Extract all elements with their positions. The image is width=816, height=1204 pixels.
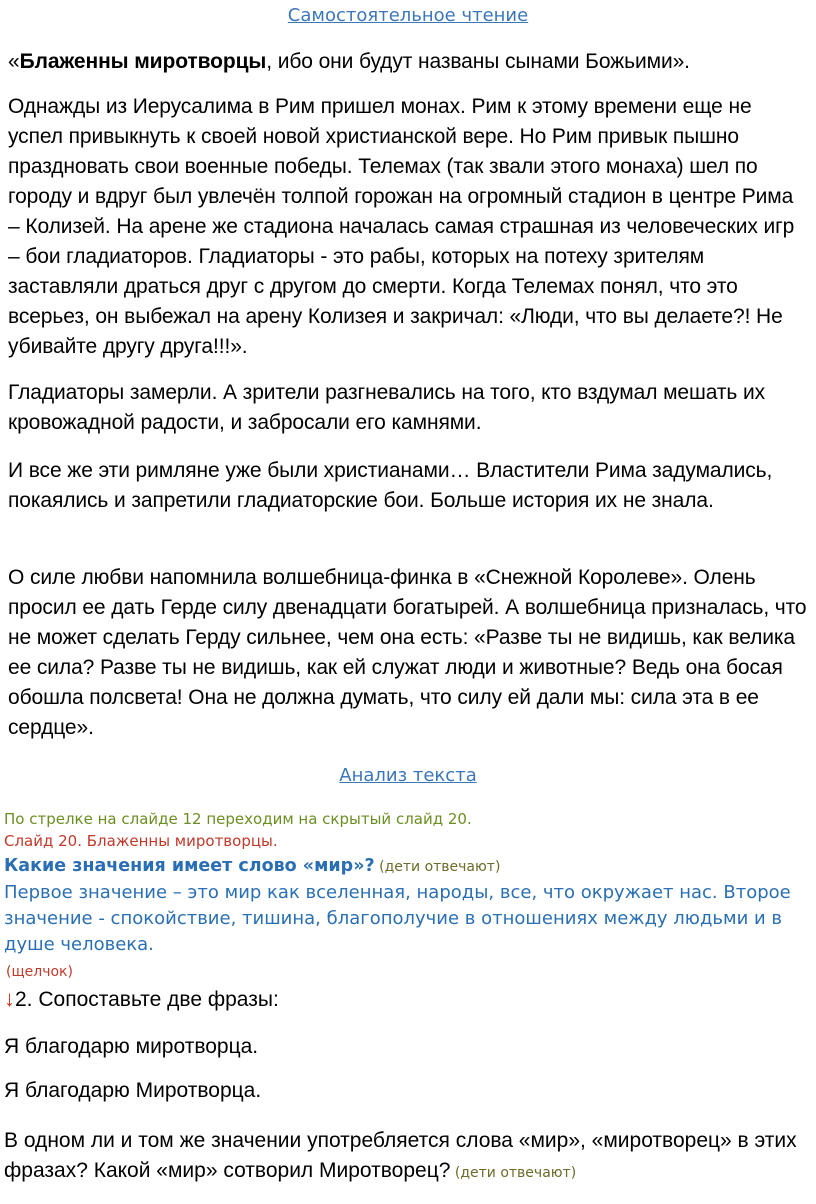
task-text: 2. Сопоставьте две фразы: [15, 988, 279, 1011]
phrase-one: Я благодарю миротворца. [4, 1035, 259, 1058]
paragraph-romans: И все же эти римляне уже были христианами… Властители Рима задумались, покаялись и запретили гладиаторские бои. Больше история их не знала. [8, 459, 773, 512]
final-question-text: В одном ли и том же значении употребляется слова «мир», «миротворец» в этих фразах? Какой «мир» сотворил Миротворец? [4, 1129, 797, 1182]
paragraph-telemachus: Однажды из Иерусалима в Рим пришел монах. Рим к этому времени еще не успел привыкнуть к своей новой христианской вере. Но Рим привык пышно праздновать свои военные победы. Телемах (так звали этого монаха) шел по городу и вдруг был увлечён толпой горожан на огромный стадион в центре Рима – Колизей. На арене же стадиона началась самая страшная из человеческих игр – бои гладиаторов. Гладиаторы - это рабы, которых на потеху зрителям заставляли драться друг с другом до смерти. Когда Телемах понял, что это всерьез, он выбежал на арену Колизея и закричал: «Люди, что вы делаете?! Не убивайте другу друга!!!». [8, 95, 795, 358]
epigraph-rest: , ибо они будут названы сынами Божьими». [266, 50, 690, 73]
kids-answer-note: (дети отвечают) [374, 859, 501, 875]
final-question [4, 1126, 812, 1188]
epigraph-open-quote: « [8, 50, 20, 73]
answer-meanings: Первое значение – это мир как вселенная, народы, все, что окружает нас. Второе значение - спокойствие, тишина, благополучие в отношениях между людьми и в душе человека. [4, 882, 791, 955]
task-compare [4, 984, 279, 1015]
epigraph [8, 47, 808, 77]
slide-title: Слайд 20. Блаженны миротворцы. [4, 832, 278, 850]
epigraph-bold: Блаженны миротворцы [19, 50, 267, 73]
paragraph-gladiators: Гладиаторы замерли. А зрители разгневались на того, кто вздумал мешать их кровожадной радости, и забросали его камнями. [8, 381, 765, 434]
question-meanings [4, 853, 812, 880]
heading-text-analysis: Анализ текста [339, 765, 477, 786]
question-text: Какие значения имеет слово «мир»? [4, 856, 375, 876]
arrow-down-icon: ↓ [4, 986, 15, 1011]
slide-hint: По стрелке на слайде 12 переходим на скрытый слайд 20. [4, 810, 472, 828]
phrase-two: Я благодарю Миротворца. [4, 1079, 262, 1102]
click-note: (щелчок) [6, 964, 73, 980]
heading-independent-reading: Самостоятельное чтение [287, 5, 529, 26]
paragraph-snow-queen: О силе любви напомнила волшебница-финка в «Снежной Королеве». Олень просил ее дать Герде силу двенадцати богатырей. А волшебница призналась, что не может сделать Герду сильнее, чем она есть: «Разве ты не видишь, как велика ее сила? Разве ты не видишь, как ей служат люди и животные? Ведь она босая обошла полсвета! Она не должна думать, что силу ей дали мы: сила эта в ее сердце». [8, 566, 807, 739]
final-kids-answer-note: (дети отвечают) [450, 1165, 577, 1181]
